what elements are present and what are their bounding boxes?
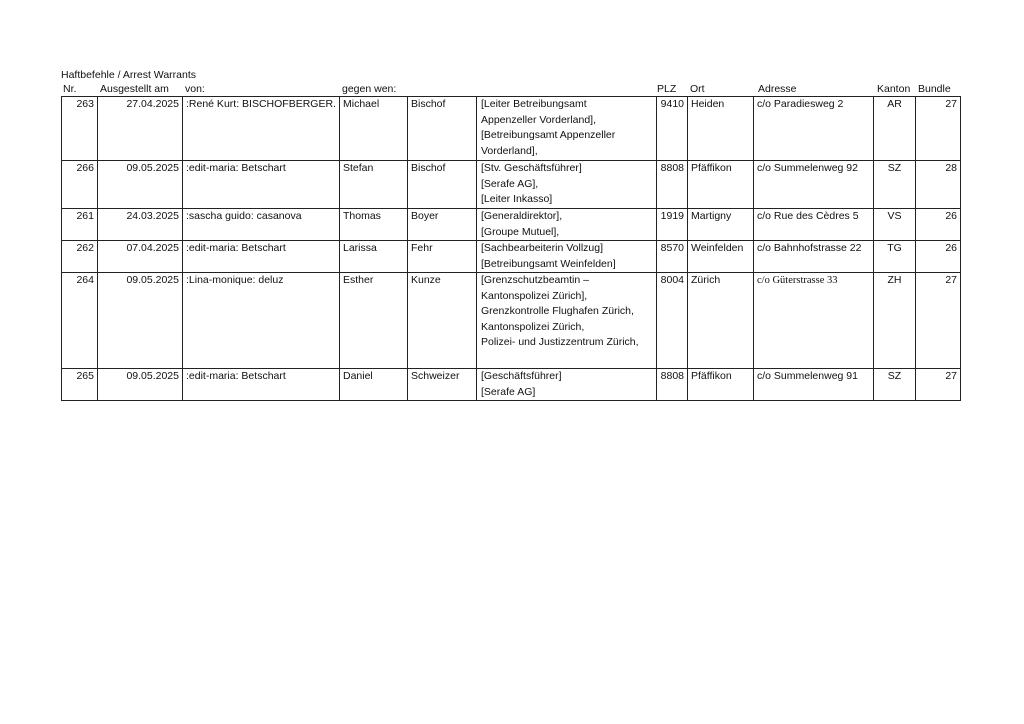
cell-canton: AR [874,97,916,161]
cell-nr: 263 [62,97,98,161]
table-row [62,369,961,401]
cell-ort: Pfäffikon [688,369,754,401]
table-row [62,161,961,209]
header-nr: Nr. [63,83,77,95]
document-title: Haftbefehle / Arrest Warrants [61,69,196,81]
cell-nr: 265 [62,369,98,401]
cell-nr: 261 [62,209,98,241]
header-ort: Ort [690,83,705,95]
table-row [62,241,961,273]
role-line: Appenzeller Vorderland], [481,113,596,126]
cell-ort: Zürich [688,273,754,369]
cell-canton: VS [874,209,916,241]
cell-first-name: Daniel [340,369,408,401]
warrants-table-body [62,97,961,401]
cell-canton: ZH [874,273,916,369]
cell-role [477,209,657,241]
cell-address: c/o Bahnhofstrasse 22 [754,241,874,273]
cell-canton: SZ [874,161,916,209]
role-line: Vorderland], [481,144,538,157]
cell-last-name: Bischof [408,161,477,209]
cell-canton: SZ [874,369,916,401]
warrants-table [61,96,961,401]
header-canton: Kanton [877,83,911,95]
cell-nr: 266 [62,161,98,209]
role-line: [Betreibungsamt Weinfelden] [481,257,616,270]
header-plz: PLZ [657,83,677,95]
cell-last-name: Schweizer [408,369,477,401]
cell-issued-date: 09.05.2025 [98,161,183,209]
cell-role [477,241,657,273]
header-against: gegen wen: [342,83,397,95]
role-line: [Sachbearbeiterin Vollzug] [481,242,603,254]
cell-issued-date: 24.03.2025 [98,209,183,241]
role-line: [Geschäftsführer] [481,370,562,382]
cell-issued-by: :edit-maria: Betschart [183,241,340,273]
role-line: [Stv. Geschäftsführer] [481,162,582,174]
cell-issued-by: :edit-maria: Betschart [183,161,340,209]
header-from: von: [185,83,205,95]
header-issued: Ausgestellt am [100,83,169,95]
header-address: Adresse [758,83,797,95]
cell-issued-by: :sascha guido: casanova [183,209,340,241]
role-line: [Leiter Betreibungsamt [481,98,587,110]
role-line: [Leiter Inkasso] [481,193,553,205]
cell-first-name: Stefan [340,161,408,209]
cell-bundle: 26 [916,241,961,273]
cell-nr: 262 [62,241,98,273]
cell-bundle: 26 [916,209,961,241]
role-line: [Serafe AG] [481,385,536,398]
role-line: Polizei- und Justizzentrum Zürich, [481,336,639,348]
cell-role [477,369,657,401]
cell-address: c/o Rue des Cèdres 5 [754,209,874,241]
role-line: [Betreibungsamt Appenzeller [481,129,616,141]
table-row [62,209,961,241]
header-bundle: Bundle [918,83,951,95]
role-line: [Generaldirektor], [481,210,563,222]
cell-role [477,273,657,369]
warrant-sheet [61,68,961,401]
cell-first-name: Esther [340,273,408,369]
cell-first-name: Thomas [340,209,408,241]
cell-ort: Heiden [688,97,754,161]
role-line: Kantonspolizei Zürich, [481,320,585,333]
column-header-row [61,82,961,96]
cell-issued-date: 07.04.2025 [98,241,183,273]
role-line: Grenzkontrolle Flughafen Zürich, [481,305,634,317]
cell-address: c/o Summelenweg 91 [754,369,874,401]
cell-ort: Pfäffikon [688,161,754,209]
role-line: [Groupe Mutuel], [481,225,560,238]
cell-issued-date: 27.04.2025 [98,97,183,161]
cell-issued-date: 09.05.2025 [98,273,183,369]
cell-last-name: Boyer [408,209,477,241]
cell-nr: 264 [62,273,98,369]
table-row [62,97,961,161]
role-line: Kantonspolizei Zürich], [481,289,588,302]
cell-bundle: 27 [916,369,961,401]
cell-first-name: Larissa [340,241,408,273]
cell-issued-by: :Lina-monique: deluz [183,273,340,369]
cell-plz: 8570 [657,241,688,273]
cell-first-name: Michael [340,97,408,161]
cell-last-name: Bischof [408,97,477,161]
cell-issued-date: 09.05.2025 [98,369,183,401]
cell-bundle: 27 [916,273,961,369]
cell-plz: 8004 [657,273,688,369]
cell-issued-by: :René Kurt: BISCHOFBERGER. [183,97,340,161]
cell-address: c/o Güterstrasse 33 [754,273,874,369]
cell-bundle: 28 [916,161,961,209]
cell-bundle: 27 [916,97,961,161]
cell-plz: 8808 [657,161,688,209]
cell-ort: Weinfelden [688,241,754,273]
cell-issued-by: :edit-maria: Betschart [183,369,340,401]
cell-last-name: Fehr [408,241,477,273]
table-row [62,273,961,369]
cell-role [477,97,657,161]
cell-last-name: Kunze [408,273,477,369]
role-line: [Grenzschutzbeamtin – [481,274,589,286]
cell-ort: Martigny [688,209,754,241]
cell-canton: TG [874,241,916,273]
role-line: [Serafe AG], [481,177,539,190]
cell-plz: 1919 [657,209,688,241]
cell-role [477,161,657,209]
cell-plz: 8808 [657,369,688,401]
cell-plz: 9410 [657,97,688,161]
cell-address: c/o Paradiesweg 2 [754,97,874,161]
cell-address: c/o Summelenweg 92 [754,161,874,209]
